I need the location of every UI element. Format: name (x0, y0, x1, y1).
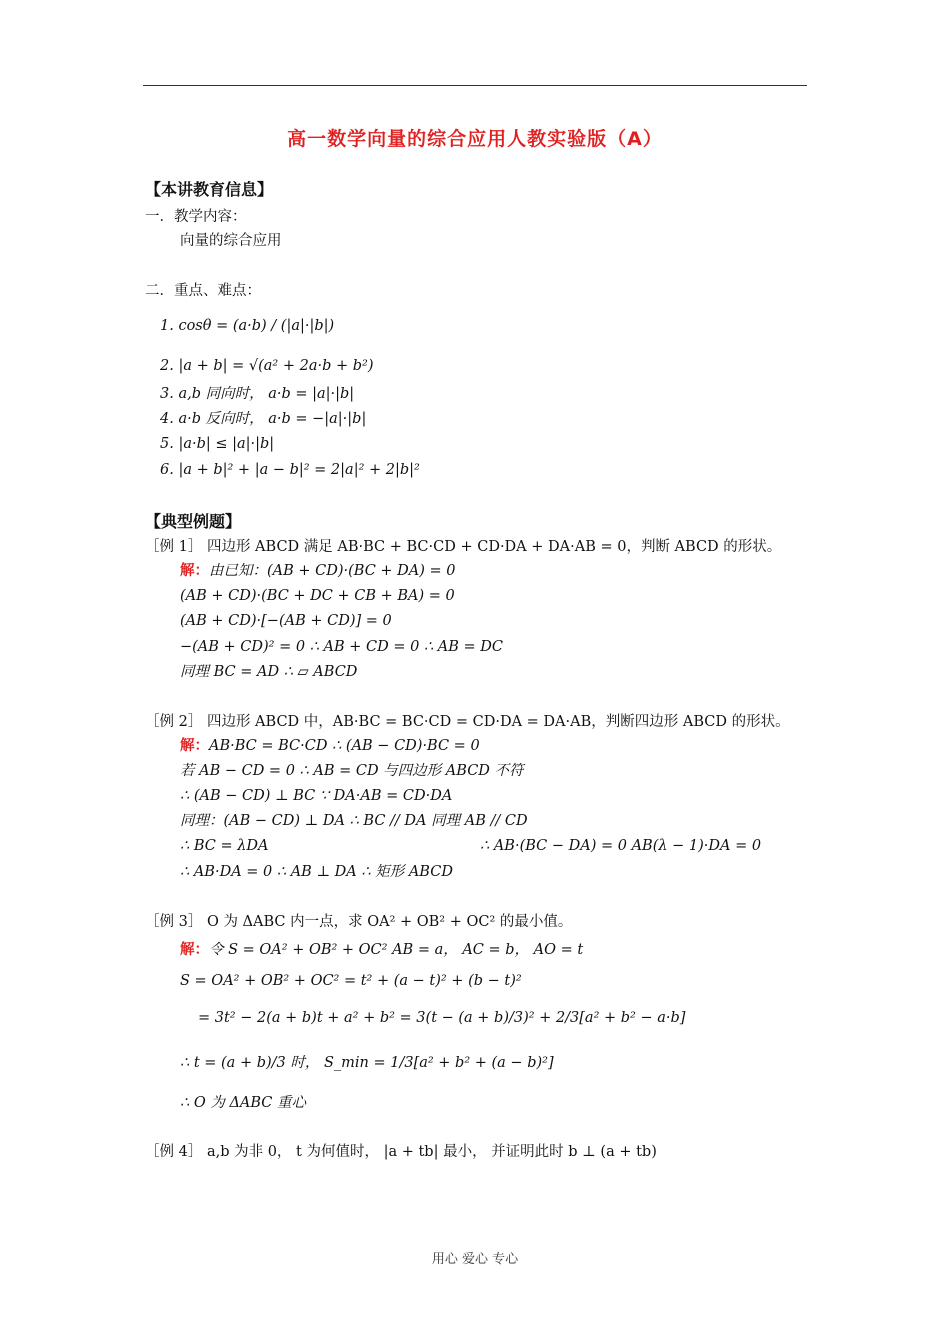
content-label: 一．教学内容： (145, 209, 247, 225)
solution-line: = 3t² − 2(a + b)t + a² + b² = 3(t − (a + b)/3)² + 2/3[a² + b² − a·b] (198, 1010, 686, 1026)
key-point: 4. a·b 反向时， a·b = −|a|·|b| (160, 411, 367, 427)
example3-line (180, 940, 583, 960)
example2-line (180, 736, 480, 756)
key-point: 3. a,b 同向时， a·b = |a|·|b| (160, 386, 355, 402)
solve-label: 解： (180, 942, 209, 958)
solution-line: 若 AB − CD = 0 ∴ AB = CD 与四边形 ABCD 不符 (180, 763, 524, 779)
content-text: 向量的综合应用 (180, 233, 282, 249)
solve-label: 解： (180, 738, 209, 754)
key-point: 1. cosθ = (a·b) / (|a|·|b|) (160, 318, 335, 334)
solution-line: ∴ AB·DA = 0 ∴ AB ⊥ DA ∴ 矩形 ABCD (180, 864, 453, 880)
solution-line: −(AB + CD)² = 0 ∴ AB + CD = 0 ∴ AB = DC (180, 639, 503, 655)
solution-line: ∴ AB·(BC − DA) = 0 AB(λ − 1)·DA = 0 (480, 838, 762, 854)
example4-question: ［例 4］ a,b 为非 0， t 为何值时， |a + tb| 最小， 并证明此时 b ⊥ (a + tb) (145, 1144, 657, 1160)
example1-line (180, 561, 456, 581)
key-label: 二．重点、难点： (145, 283, 261, 299)
solution-line: ∴ BC = λDA (180, 838, 269, 854)
example1-question: ［例 1］ 四边形 ABCD 满足 AB·BC + BC·CD + CD·DA + DA·AB = 0，判断 ABCD 的形状。 (145, 539, 782, 555)
info-header: 【本讲教育信息】 (145, 180, 274, 199)
key-point: 2. |a + b| = √(a² + 2a·b + b²) (160, 358, 374, 374)
example3-question: ［例 3］ O 为 ΔABC 内一点，求 OA² + OB² + OC² 的最小值。 (145, 914, 573, 930)
solution-line: S = OA² + OB² + OC² = t² + (a − t)² + (b − t)² (180, 973, 522, 989)
examples-header: 【典型例题】 (145, 512, 242, 531)
solution-line: (AB + CD)·[−(AB + CD)] = 0 (180, 613, 392, 629)
solution-line: 同理 BC = AD ∴ ▱ ABCD (180, 664, 358, 680)
solution-line: ∴ t = (a + b)/3 时， S_min = 1/3[a² + b² + (a − b)²] (180, 1055, 554, 1071)
solution-line: AB·BC = BC·CD ∴ (AB − CD)·BC = 0 (209, 738, 480, 754)
example2-question: ［例 2］ 四边形 ABCD 中，AB·BC = BC·CD = CD·DA = DA·AB，判断四边形 ABCD 的形状。 (145, 714, 790, 730)
solution-line: 同理：(AB − CD) ⊥ DA ∴ BC // DA 同理 AB // CD (180, 813, 528, 829)
key-point: 6. |a + b|² + |a − b|² = 2|a|² + 2|b|² (160, 462, 420, 478)
solution-line: ∴ (AB − CD) ⊥ BC ∵ DA·AB = CD·DA (180, 788, 453, 804)
header-rule (143, 85, 807, 86)
page-title: 高一数学向量的综合应用人教实验版（A） (287, 128, 663, 150)
solution-line: 令 S = OA² + OB² + OC² AB = a， AC = b， AO = t (209, 942, 584, 958)
page-footer: 用心 爱心 专心 (431, 1252, 519, 1267)
solution-line: 由已知：(AB + CD)·(BC + DA) = 0 (209, 563, 456, 579)
solution-line: ∴ O 为 ΔABC 重心 (180, 1095, 307, 1111)
key-point: 5. |a·b| ≤ |a|·|b| (160, 436, 275, 452)
solve-label: 解： (180, 563, 209, 579)
solution-line: (AB + CD)·(BC + DC + CB + BA) = 0 (180, 588, 455, 604)
